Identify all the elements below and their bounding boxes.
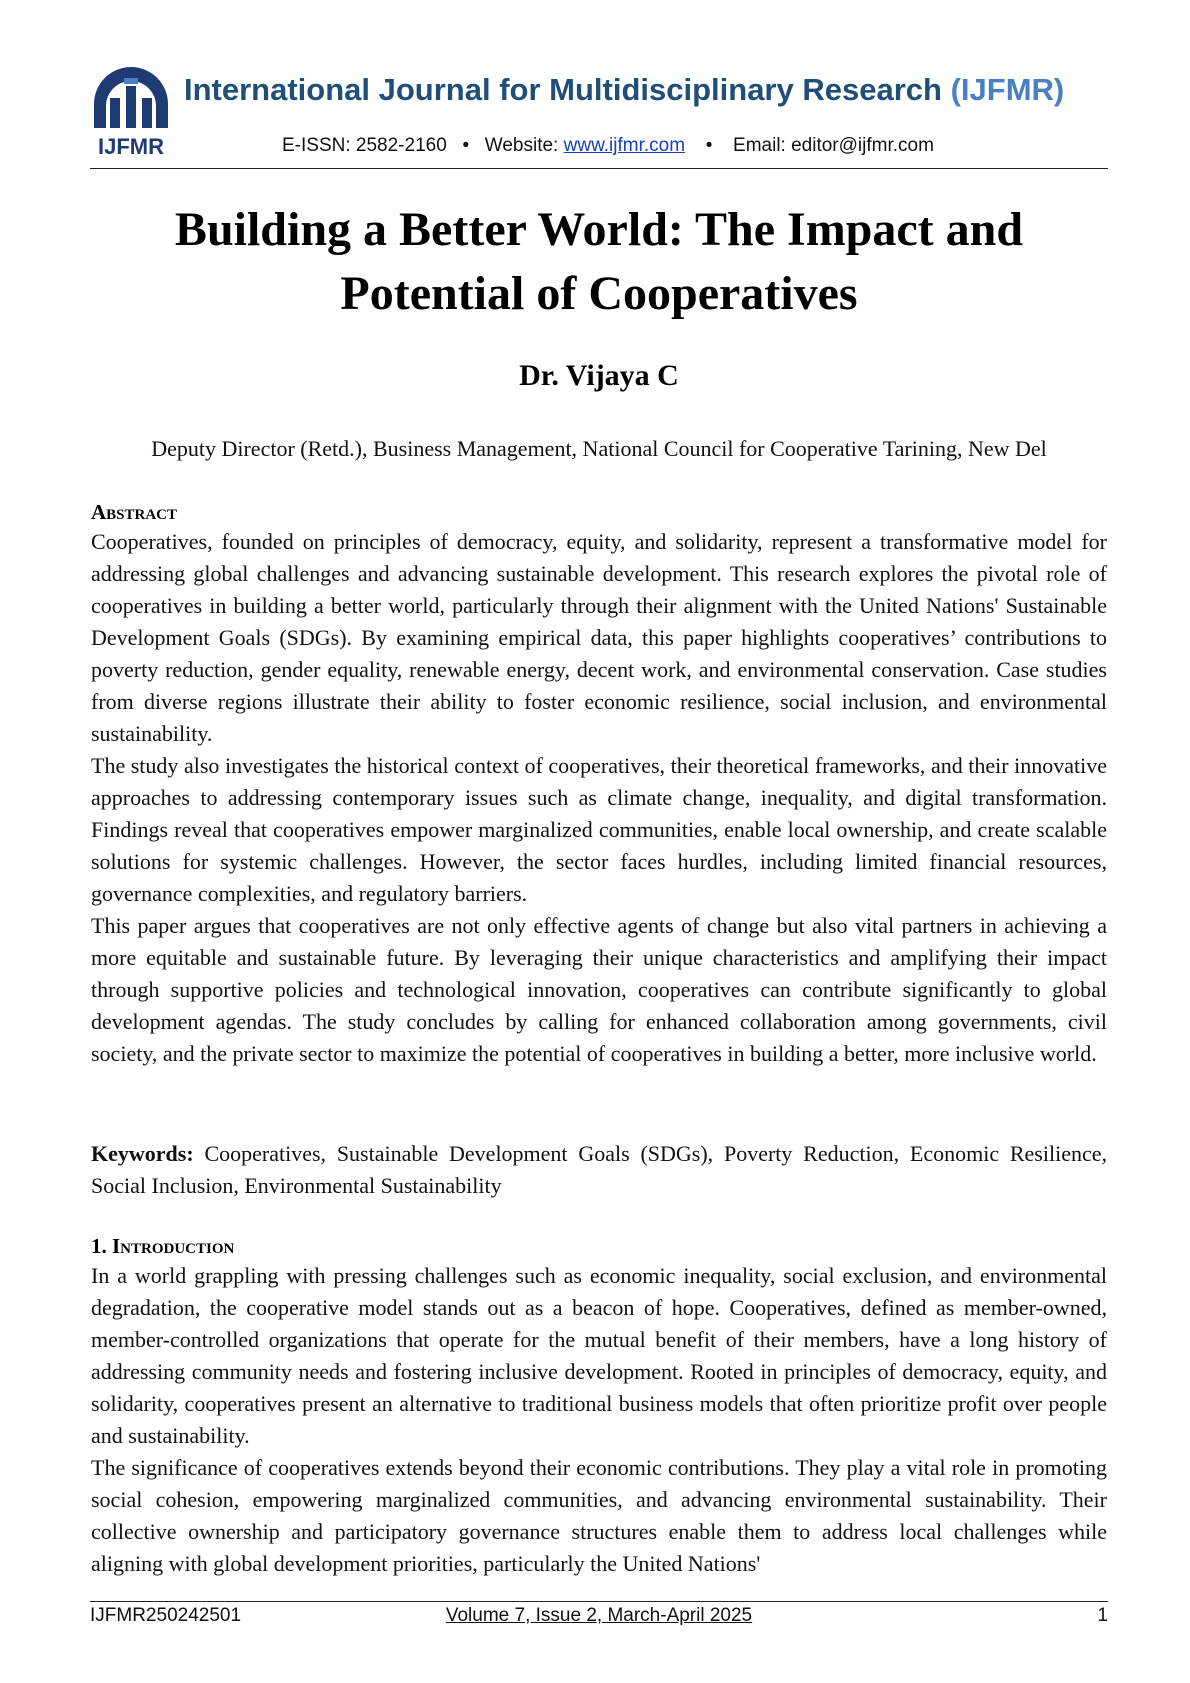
page-number: 1 — [1097, 1605, 1108, 1626]
website-link[interactable]: www.ijfmr.com — [563, 135, 686, 156]
bullet-separator: • — [462, 135, 470, 156]
paper-title — [90, 198, 1108, 326]
journal-title — [184, 72, 1114, 108]
keywords-text: Cooperatives, Sustainable Development Goals (SDGs), Poverty Reduction, Economic Resilience, Social Inclusion, Environmental Sustainability — [91, 1141, 1107, 1198]
bullet-separator: • — [705, 135, 713, 156]
paper-id: IJFMR250242501 — [90, 1605, 242, 1626]
logo-text: IJFMR — [98, 134, 164, 159]
journal-abbr: (IJFMR) — [950, 72, 1065, 107]
introduction-paragraph: The significance of cooperatives extends beyond their economic contributions. They play a vital role in promoting social cohesion, empowering marginalized communities, and advancing environmental sustainability. Their collective ownership and participatory governance structures enable them to address local challenges while aligning with global development priorities, particularly the United Nations' — [91, 1455, 1107, 1576]
page-footer — [90, 1605, 1108, 1631]
issn: E-ISSN: 2582-2160 — [282, 135, 447, 156]
introduction-section — [91, 1232, 1107, 1580]
author-name: Dr. Vijaya C — [519, 359, 679, 392]
journal-name: International Journal for Multidisciplinary Research — [184, 72, 942, 107]
abstract-paragraph: The study also investigates the historical context of cooperatives, their theoretical frameworks, and their innovative approaches to addressing contemporary issues such as climate change, inequality, and digital transformation. Findings reveal that cooperatives empower marginalized communities, enable local ownership, and create scalable solutions for systemic challenges. However, the sector faces hurdles, including limited financial resources, governance complexities, and regulatory barriers. — [91, 753, 1107, 906]
header-divider — [90, 168, 1108, 169]
abstract-heading: Abstract — [91, 500, 178, 524]
paper-title-line2: Potential of Cooperatives — [340, 267, 858, 320]
email: Email: editor@ijfmr.com — [733, 135, 934, 156]
abstract-section — [91, 498, 1107, 1070]
introduction-heading: 1. Introduction — [91, 1234, 235, 1258]
website-label: Website: — [484, 135, 559, 156]
journal-logo-icon — [90, 64, 172, 164]
introduction-paragraph: In a world grappling with pressing challenges such as economic inequality, social exclusion, and environmental degradation, the cooperative model stands out as a beacon of hope. Cooperatives, defined as member-owned, member-controlled organizations that operate for the mutual benefit of their members, have a long history of addressing community needs and fostering inclusive development. Rooted in principles of democracy, equity, and solidarity, cooperatives present an alternative to traditional business models that often prioritize profit over people and sustainability. — [91, 1263, 1107, 1448]
footer-divider — [90, 1601, 1108, 1602]
abstract-paragraph: This paper argues that cooperatives are not only effective agents of change but also vital partners in achieving a more equitable and sustainable future. By leveraging their unique characteristics and amplifying their impact through supportive policies and technological innovation, cooperatives can contribute significantly to global development agendas. The study concludes by calling for enhanced collaboration among governments, civil society, and the private sector to maximize the potential of cooperatives in building a better, more inclusive world. — [91, 913, 1107, 1066]
volume-issue: Volume 7, Issue 2, March-April 2025 — [445, 1605, 753, 1626]
paper-title-line1: Building a Better World: The Impact and — [174, 203, 1024, 256]
author-affiliation: Deputy Director (Retd.), Business Management, National Council for Cooperative Tarining, New Del — [151, 436, 1047, 461]
keywords-section — [91, 1138, 1107, 1202]
journal-info-line — [282, 135, 1102, 157]
keywords-label: Keywords: — [91, 1141, 194, 1166]
abstract-paragraph: Cooperatives, founded on principles of democracy, equity, and solidarity, represent a transformative model for addressing global challenges and advancing sustainable development. This research explores the pivotal role of cooperatives in building a better world, particularly through their alignment with the United Nations' Sustainable Development Goals (SDGs). By examining empirical data, this paper highlights cooperatives’ contributions to poverty reduction, gender equality, renewable energy, decent work, and environmental conservation. Case studies from diverse regions illustrate their ability to foster economic resilience, social inclusion, and environmental sustainability. — [91, 529, 1107, 746]
